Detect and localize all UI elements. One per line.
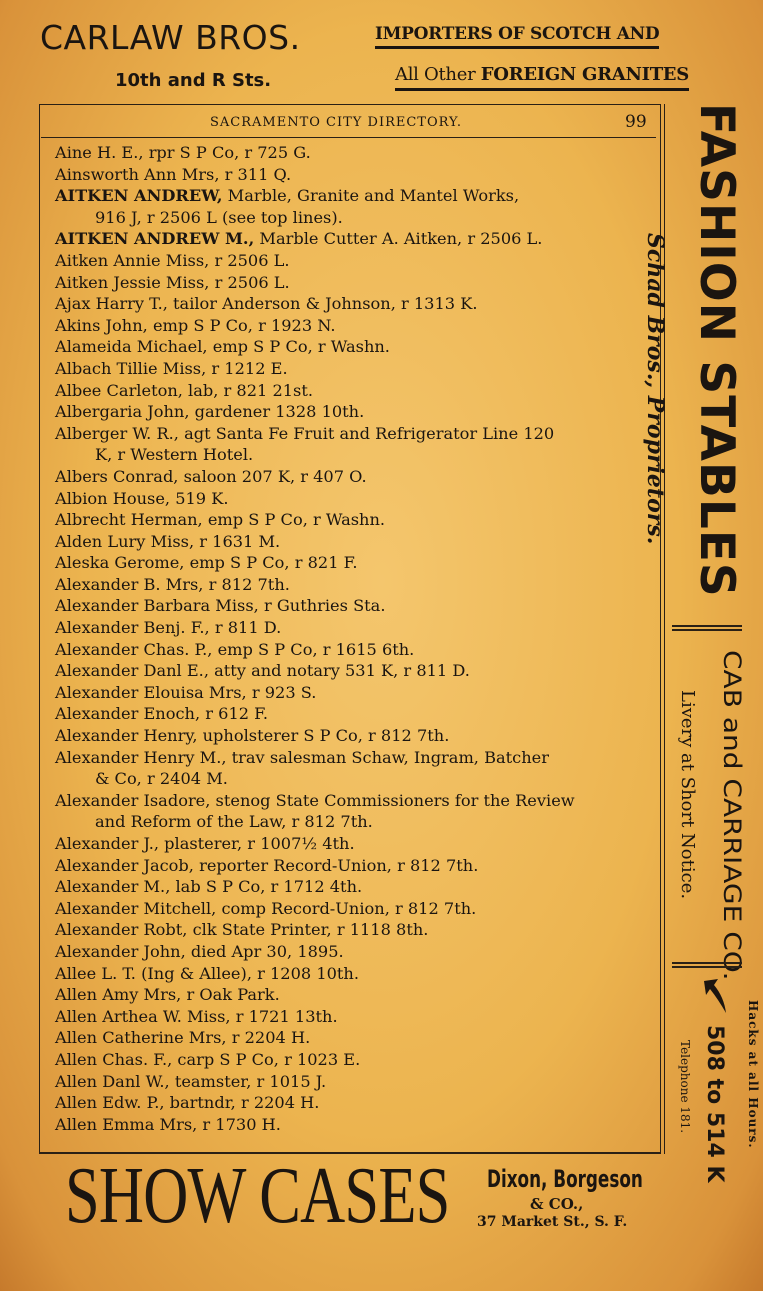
entry-name: Allen Danl W., — [55, 1071, 170, 1091]
directory-entry — [55, 509, 655, 531]
directory-entry — [55, 272, 655, 294]
directory-entry — [55, 315, 655, 337]
entry-details: r 812 7th. — [203, 574, 290, 594]
entry-details: rpr S P Co, r 725 G. — [143, 143, 311, 162]
directory-entry — [55, 833, 655, 855]
entry-details: plasterer, r 1007½ 4th. — [159, 834, 355, 853]
entry-name: Albach Tillie Miss, — [55, 358, 207, 378]
entry-details: emp S P Co, r 1615 6th. — [212, 639, 415, 659]
entry-name: Alberger W. R., — [55, 423, 179, 443]
entry-details: r 923 S. — [246, 682, 317, 702]
entry-details: carp S P Co, r 1023 E. — [172, 1049, 361, 1069]
entry-details: lab S P Co, r 1712 4th. — [170, 877, 363, 897]
directory-entry — [55, 876, 655, 898]
entry-details: r Oak Park. — [181, 985, 280, 1005]
entry-details: stenog State Commissioners for the Review — [210, 790, 575, 810]
entry-continuation: and Reform of the Law, r 812 7th. — [95, 812, 373, 832]
directory-entry — [55, 1071, 655, 1093]
entry-name: Alexander M., — [55, 877, 171, 897]
entry-name: Albergaria John, — [55, 402, 190, 422]
stables-address: 508 to 514 K — [702, 1025, 727, 1183]
directory-entry — [55, 1092, 655, 1114]
entry-name: Aine H. E., — [55, 143, 144, 162]
directory-entry — [55, 639, 655, 661]
entry-details: tailor Anderson & Johnson, r 1313 K. — [167, 294, 478, 314]
entry-details: r 311 Q. — [219, 164, 292, 184]
entry-continuation: 916 J, r 2506 L (see top lines). — [95, 207, 343, 227]
entry-details: lab, r 821 21st. — [182, 380, 313, 400]
entry-details: emp S P Co, r Washn. — [202, 510, 386, 530]
entry-name: Albers Conrad, — [55, 466, 179, 486]
entry-details: r 2506 L. — [209, 250, 290, 270]
entry-name: Allen Catherine Mrs, — [55, 1028, 227, 1048]
entry-name: Alexander Barbara Miss, — [55, 596, 259, 616]
directory-entry — [55, 617, 655, 639]
directory-entry — [55, 531, 655, 553]
foreign-granites-line — [395, 64, 689, 91]
page-number: 99 — [625, 112, 647, 132]
entry-details: r 612 F. — [200, 704, 269, 724]
directory-entry — [55, 725, 655, 747]
entry-details: emp S P Co, r 821 F. — [184, 553, 358, 573]
directory-entry — [55, 423, 655, 466]
directory-entry — [55, 855, 655, 877]
entry-details: r 811 D. — [209, 618, 282, 638]
directory-entry — [55, 552, 655, 574]
entry-name: Alexander J., — [55, 834, 160, 853]
directory-entry — [55, 380, 655, 402]
entry-details: emp S P Co, r 1923 N. — [147, 315, 336, 335]
entry-name: Allen Emma Mrs, — [55, 1114, 198, 1134]
entry-name: Alexander Jacob, — [55, 855, 194, 875]
entry-details: Marble, Granite and Mantel Works, — [222, 186, 520, 206]
directory-entry — [55, 898, 655, 920]
directory-entry — [55, 963, 655, 985]
directory-entry — [55, 228, 655, 250]
directory-entry — [55, 293, 655, 315]
header-rule — [41, 137, 656, 138]
cab-carriage-line: CAB and CARRIAGE CO. — [717, 650, 746, 981]
entry-details: upholsterer S P Co, r 812 7th. — [197, 726, 450, 746]
entry-details: trav salesman Schaw, Ingram, Batcher — [226, 747, 549, 767]
foreign-bold: FOREIGN GRANITES — [480, 64, 689, 85]
directory-entry — [55, 1006, 655, 1028]
fashion-stables-title: FASHION STABLES — [689, 103, 744, 598]
entry-details: r 1721 13th. — [230, 1006, 338, 1026]
directory-entry — [55, 185, 655, 228]
telephone-line: Telephone 181. — [678, 1040, 692, 1134]
side-ad-rule-bottom — [672, 962, 742, 968]
directory-entry — [55, 401, 655, 423]
entry-name: Alexander Henry M., — [55, 747, 227, 767]
entry-details: saloon 207 K, r 407 O. — [178, 466, 367, 486]
side-ad-rule-top — [672, 625, 742, 631]
directory-entry — [55, 466, 655, 488]
entry-name: Alexander John, — [55, 941, 186, 961]
entry-name: Allee L. T. — [55, 963, 136, 983]
directory-entry — [55, 1049, 655, 1071]
show-cases-headline: SHOW CASES — [65, 1152, 450, 1240]
entry-name: Allen Chas. F., — [55, 1049, 173, 1069]
entry-details: gardener 1328 10th. — [189, 402, 365, 422]
entry-continuation: K, r Western Hotel. — [95, 445, 254, 465]
proprietors-line: Schad Bros., Proprietors. — [642, 233, 668, 545]
directory-entry — [55, 358, 655, 380]
entry-name: Albrecht Herman, — [55, 510, 203, 530]
entry-name: Ainsworth Ann Mrs, — [55, 164, 220, 184]
directory-entry — [55, 574, 655, 596]
livery-line: Livery at Short Notice. — [677, 690, 698, 900]
entry-details: clk State Printer, r 1118 8th. — [187, 920, 429, 940]
entry-name-bold: AITKEN ANDREW, — [55, 186, 223, 206]
advertiser-address: 10th and R Sts. — [115, 70, 272, 91]
entry-name-bold: AITKEN ANDREW M., — [55, 229, 255, 249]
entry-name: Albee Carleton, — [55, 380, 183, 400]
entry-details: reporter Record-Union, r 812 7th. — [193, 855, 479, 875]
foreign-prefix: All Other — [395, 64, 476, 85]
dixon-address: 37 Market St., S. F. — [477, 1214, 628, 1230]
entry-name: Allen Edw. P., — [55, 1093, 165, 1113]
entry-name: Alexander Isadore, — [55, 790, 211, 810]
entry-name: Alexander Danl E., — [55, 661, 209, 681]
entry-details: atty and notary 531 K, r 811 D. — [208, 661, 470, 681]
entry-details: r 2204 H. — [226, 1028, 311, 1048]
entry-name: Alexander Benj. F., — [55, 618, 210, 638]
entry-name: Alexander Chas. P., — [55, 639, 213, 659]
entry-details: r Guthries Sta. — [258, 596, 386, 616]
entry-details: r 1631 M. — [194, 531, 281, 551]
directory-entry — [55, 1027, 655, 1049]
entry-details: emp S P Co, r Washn. — [207, 337, 390, 357]
entry-details: r 1730 H. — [197, 1114, 281, 1134]
entry-name: Albion House, — [55, 488, 171, 508]
directory-entry — [55, 919, 655, 941]
directory-entry — [55, 1114, 655, 1136]
directory-entry — [55, 488, 655, 510]
hacks-line: Hacks at all Hours. — [746, 1000, 760, 1149]
directory-entry — [55, 747, 655, 790]
entry-details: r 1212 E. — [206, 358, 288, 378]
entry-name: Alameida Michael, — [55, 337, 208, 357]
entry-details: died Apr 30, 1895. — [185, 941, 344, 961]
entry-name: Allen Arthea W. Miss, — [55, 1006, 231, 1026]
running-head: SACRAMENTO CITY DIRECTORY. — [210, 115, 463, 130]
importers-line: IMPORTERS OF SCOTCH AND — [375, 24, 659, 49]
directory-entry — [55, 660, 655, 682]
entry-name: Aitken Jessie Miss, — [55, 272, 210, 292]
directory-entry — [55, 164, 655, 186]
directory-entry — [55, 142, 655, 164]
entry-details: comp Record-Union, r 812 7th. — [216, 898, 477, 918]
entry-name: Allen Amy Mrs, — [55, 985, 182, 1005]
arrow-icon — [700, 975, 730, 1015]
directory-entry — [55, 703, 655, 725]
entry-details: Marble Cutter A. Aitken, r 2506 L. — [254, 229, 543, 249]
entry-name: Alexander Elouisa Mrs, — [55, 682, 247, 702]
entry-continuation: & Co, r 2404 M. — [95, 769, 228, 789]
entry-name: Aleska Gerome, — [55, 553, 185, 573]
directory-entry — [55, 790, 655, 833]
fashion-stables-block — [689, 103, 760, 623]
dixon-co: & CO., — [530, 1195, 584, 1213]
entry-details: (Ing & Allee), r 1208 10th. — [135, 963, 360, 983]
entry-details: agt Santa Fe Fruit and Refrigerator Line 120 — [178, 423, 555, 443]
entry-details: teamster, r 1015 J. — [169, 1071, 327, 1091]
entry-name: Alexander Robt, — [55, 920, 188, 940]
entry-name: Alden Lury Miss, — [55, 531, 195, 551]
advertiser-name: CARLAW BROS. — [40, 18, 301, 57]
directory-entry — [55, 336, 655, 358]
entry-name: Alexander Enoch, — [55, 704, 201, 724]
entry-name: Akins John, — [55, 315, 148, 335]
directory-entry — [55, 682, 655, 704]
entry-name: Aitken Annie Miss, — [55, 250, 210, 270]
entry-name: Alexander Henry, — [55, 726, 198, 746]
entry-name: Ajax Harry T., — [55, 294, 168, 314]
directory-entry — [55, 250, 655, 272]
entry-details: 519 K. — [170, 488, 229, 508]
directory-entry — [55, 984, 655, 1006]
entry-details: r 2506 L. — [209, 272, 290, 292]
directory-entry — [55, 941, 655, 963]
entry-name: Alexander B. Mrs, — [55, 574, 204, 594]
entry-details: bartndr, r 2204 H. — [164, 1093, 320, 1113]
dixon-borgeson-firm: Dixon, Borgeson — [487, 1165, 643, 1193]
directory-listing — [55, 142, 655, 1135]
entry-name: Alexander Mitchell, — [55, 898, 217, 918]
directory-entry — [55, 595, 655, 617]
